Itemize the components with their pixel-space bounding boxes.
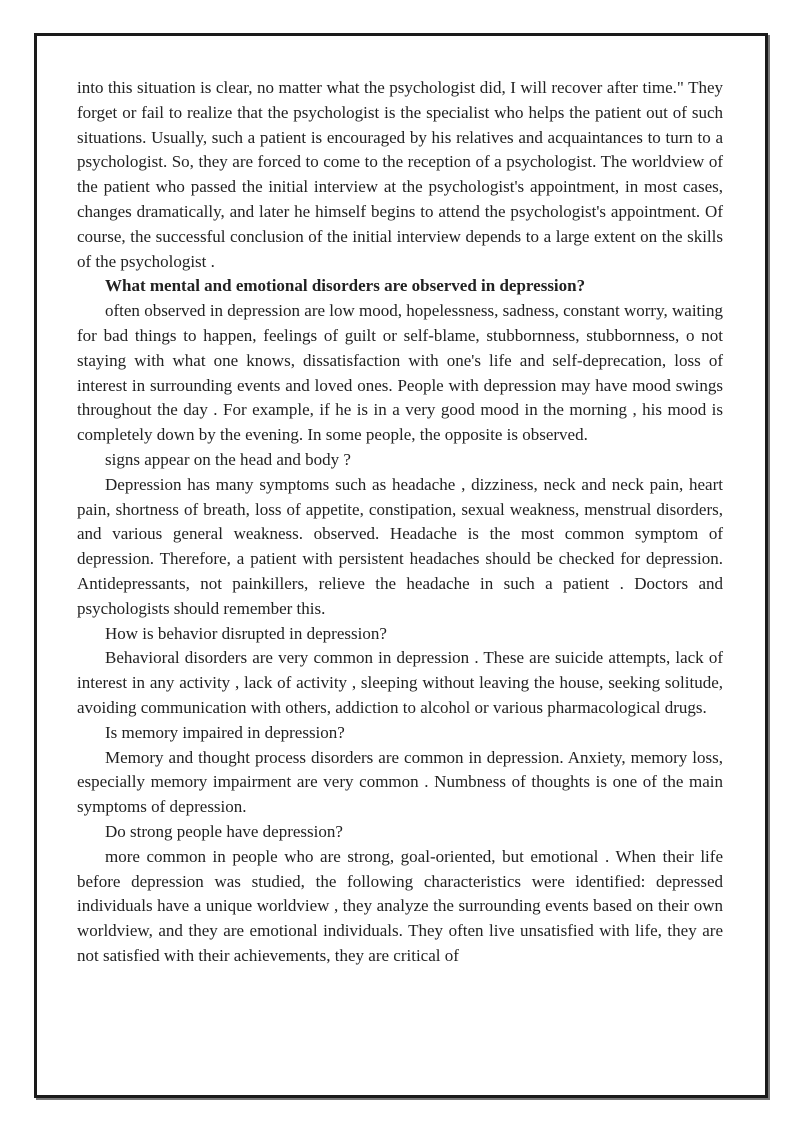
question-heading-strong-people: Do strong people have depression? [105, 821, 343, 841]
paragraph-continuation: into this situation is clear, no matter what the psychologist did, I will recover after time." They forget or fail to realize that the psychologist is the specialist who helps the patient out of such situations. Usually, such a patient is encouraged by his relatives and acquaintances to turn to a psychologist. So, they are forced to come to the reception of a psychologist. The worldview of the patient who passed the initial interview at the psychologist's appointment, in most cases, changes dramatically, and later he himself begins to attend the psychologist's appointment. Of course, the successful conclusion of the initial interview depends to a large extent on the skills of the psychologist . [77, 78, 723, 271]
paragraph-physical-signs: Depression has many symptoms such as headache , dizziness, neck and neck pain, heart pain, shortness of breath, loss of appetite, constipation, sexual weakness, menstrual disorders, and various general weakness. observed. Headache is the most common symptom of depression. Therefore, a patient with persistent headaches should be checked for depression. Antidepressants, not painkillers, relieve the headache in such a patient . Doctors and psychologists should remember this. [77, 474, 723, 618]
question-heading-mental-disorders: What mental and emotional disorders are observed in depression? [105, 276, 586, 296]
paragraph-mental-disorders: often observed in depression are low mood, hopelessness, sadness, constant worry, waiting for bad things to happen, feelings of guilt or self-blame, stubbornness, stubbornness, o not staying with what one knows, dissatisfaction with one's life and self-deprecation, loss of interest in surrounding events and loved ones. People with depression may have mood swings throughout the day . For example, if he is in a very good mood in the morning , his mood is completely down by the evening. In some people, the opposite is observed. [77, 301, 723, 445]
document-body [77, 76, 723, 969]
question-heading-physical-signs: signs appear on the head and body ? [105, 449, 351, 469]
paragraph-behavior: Behavioral disorders are very common in depression . These are suicide attempts, lack of interest in any activity , lack of activity , sleeping without leaving the house, seeking solitude, avoiding communication with others, addiction to alcohol or various pharmacological drugs. [77, 648, 723, 717]
paragraph-memory: Memory and thought process disorders are common in depression. Anxiety, memory loss, especially memory impairment are very common . Numbness of thoughts is one of the main symptoms of depression. [77, 747, 723, 817]
paragraph-strong-people: more common in people who are strong, goal-oriented, but emotional . When their life before depression was studied, the following characteristics were identified: depressed individuals have a unique worldview , they analyze the surrounding events based on their own worldview, and they are emotional individuals. They often live unsatisfied with life, they are not satisfied with their achievements, they are critical of [77, 846, 723, 965]
question-heading-behavior: How is behavior disrupted in depression? [105, 623, 387, 643]
question-heading-memory: Is memory impaired in depression? [105, 722, 345, 742]
